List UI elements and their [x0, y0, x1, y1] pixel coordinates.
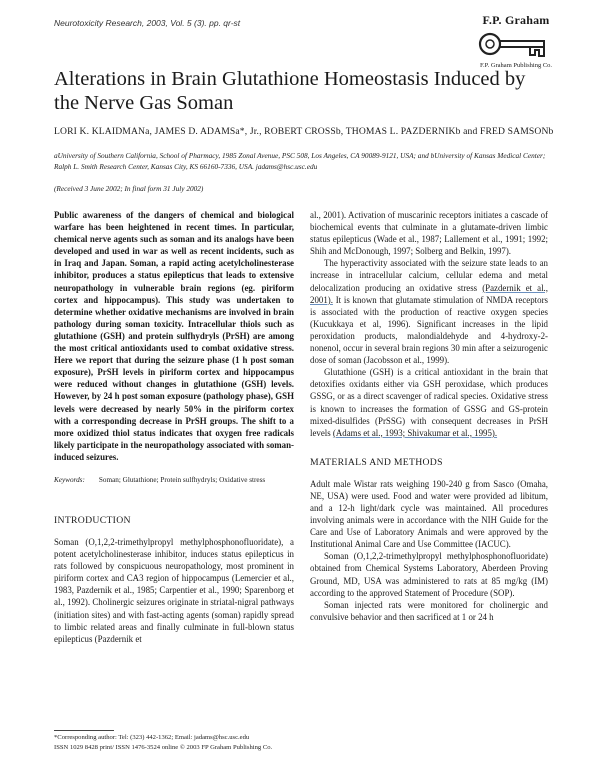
keywords-label: Keywords:	[54, 475, 85, 484]
key-icon	[478, 29, 554, 59]
paragraph-2-text-a: The hyperactivity associated with the seizure state leads to an increase in intracellular calcium, cellular edema and metal delocalization producing an oxidative stress	[310, 258, 548, 293]
introduction-paragraph-1: Soman (O,1,2,2-trimethylpropyl methylphosphonofluoridate), a potent acetylcholinesterase inhibitor, induces status epilepticus in rats followed by conspicuous neuropathology, most prominent in piriform cortex and CA3 region of hippocampus (Lemercier et al., 1983, Pazdernik et al., 1985; Carpentier et al., 1990; Sparenborg et al., 1992). Cholinergic seizures originate in striatal-nigral pathways (initiation sites) and with fast-acting agents (soman) rapidly spread to limbic related areas and finally culminate in full-blown status epilepticus (Pazdernik et	[54, 536, 294, 644]
journal-citation: Neurotoxicity Research, 2003, Vol. 5 (3). pp. qr-st	[54, 18, 241, 28]
received-dates: (Received 3 June 2002; In final form 31 July 2002)	[54, 184, 204, 193]
right-column	[310, 209, 548, 623]
author-list: LORI K. KLAIDMANa, JAMES D. ADAMSa*, Jr., ROBERT CROSSb, THOMAS L. PAZDERNIKb and FRED SAMSONb	[54, 126, 554, 137]
methods-heading: MATERIALS AND METHODS	[310, 456, 443, 468]
paragraph-3-text: Glutathione (GSH) is a critical antioxidant in the brain that detoxifies oxidants either via GSH peroxidase, which produces GSSG, or as a direct scavenger of radical species. Oxidative stress is known to increases the formation of GSSG and GS-protein mixed-disulfides (PrSSG) with consequent decreases in PrSH levels	[310, 367, 548, 438]
citation-link-pazdernik[interactable]: (Pazdernik et al., 2001).	[310, 282, 548, 305]
footnote	[54, 733, 354, 753]
article-title: Alterations in Brain Glutathione Homeostasis Induced by the Nerve Gas Soman	[54, 68, 526, 114]
introduction-paragraph-2	[310, 257, 548, 366]
publisher-subtitle: F.P. Graham Publishing Co.	[479, 62, 553, 69]
issn-line: ISSN 1029 8428 print/ ISSN 1476-3524 online © 2003 FP Graham Publishing Co.	[54, 744, 273, 751]
introduction-paragraph-1-continued: al., 2001). Activation of muscarinic receptors initiates a cascade of biochemical events that culminate in a glutamate-driven limbic status epilepticus (Wade et al., 1987; Lallement et al., 1991; 1992; Shih and McDonough, 1997; Solberg and Belkin, 1997).	[310, 210, 548, 257]
corresponding-author-note: *Corresponding author: Tel: (323) 442-1362; Email: jadams@hsc.usc.edu	[54, 734, 250, 741]
methods-paragraph-2: Soman (O,1,2,2-trimethylpropyl methylphosphonofluoridate) obtained from Chemical Systems Laboratory, Aberdeen Proving Ground, MD, USA was administered to rats at 85 mg/kg (IM) according to the approved Statement of Procedure (SOP).	[310, 551, 548, 598]
keywords-text: Soman; Glutathione; Protein sulfhydryls; Oxidative stress	[98, 475, 266, 484]
affiliations: aUniversity of Southern California, School of Pharmacy, 1985 Zonal Avenue, PSC 508, Los Angeles, CA 90089-9121, USA; and bUniversity of Kansas Medical Center; Ralph L. Smith Research Center, Kansas City, KS 66160-7336, USA. jadams@hsc.usc.edu	[54, 151, 546, 171]
abstract: Public awareness of the dangers of chemical and biological warfare has been heightened in recent times. In particular, chemical nerve agents such as soman and its analogs have been developed and used in war as well as recent incidents, such as in Iraq and Japan. Soman, a rapid acting acetylcholinesterase inhibitor, produces a status epilepticus that leads to extensive neuropathology in vulnerable brain regions (eg. piriform cortex and hippocampus). This study was undertaken to determine whether oxidative mechanisms are involved in brain pathology during soman toxicity. Intracellular thiols such as glutathione (GSH) and protein sulfhydryls (PrSH) are among the most critical antioxidants used to combat oxidative stress. Here we report that during the seizure phase (1 h post soman exposure), PrSH levels in piriform cortex and hippocampus were reduced without changes in glutathione (GSH) levels. However, by 24 h post soman exposure (pathology phase), GSH levels were decreased by nearly 50% in the piriform cortex with a corresponding decrease in PrSH groups. The shift to a more oxidized thiol status indicates that oxygen free radicals likely participate in the neuropathology associated with soman-induced seizures.	[54, 210, 294, 462]
keywords	[54, 475, 294, 485]
footnote-divider	[54, 730, 114, 731]
introduction-heading: INTRODUCTION	[54, 514, 131, 526]
citation-link-adams-shivakumar[interactable]: (Adams et al., 1993; Shivakumar et al., 1995).	[332, 427, 498, 438]
introduction-paragraph-3	[310, 366, 548, 439]
paragraph-2-text-b: It is known that glutamate stimulation of NMDA receptors is associated with the production of reactive oxygen species (Kucukkaya et al, 1996). Significant increases in the lipid peroxidation products, malondialdehyde and 4-hydroxy-2-nonenol, occur in several brain regions 30 min after a seizurogenic dose of soman (Jacobsson et al., 1999).	[310, 294, 548, 366]
publisher-logo	[462, 13, 570, 69]
methods-paragraph-3: Soman injected rats were monitored for cholinergic and convulsive behavior and then sacrificed at 1 or 24 h	[310, 599, 548, 622]
left-column	[54, 209, 294, 645]
methods-paragraph-1: Adult male Wistar rats weighing 190-240 g from Sasco (Omaha, NE, USA) were used. Food and water were provided ad libitum, and a 12-h light/dark cycle was maintained. All procedures involving animals were in accordance with the NIH Guide for the Care and Use of Laboratory Animals and were approved by the Institutional Animal Care and Use Committee (IACUC).	[310, 478, 548, 550]
publisher-name: F.P. Graham	[482, 13, 550, 27]
